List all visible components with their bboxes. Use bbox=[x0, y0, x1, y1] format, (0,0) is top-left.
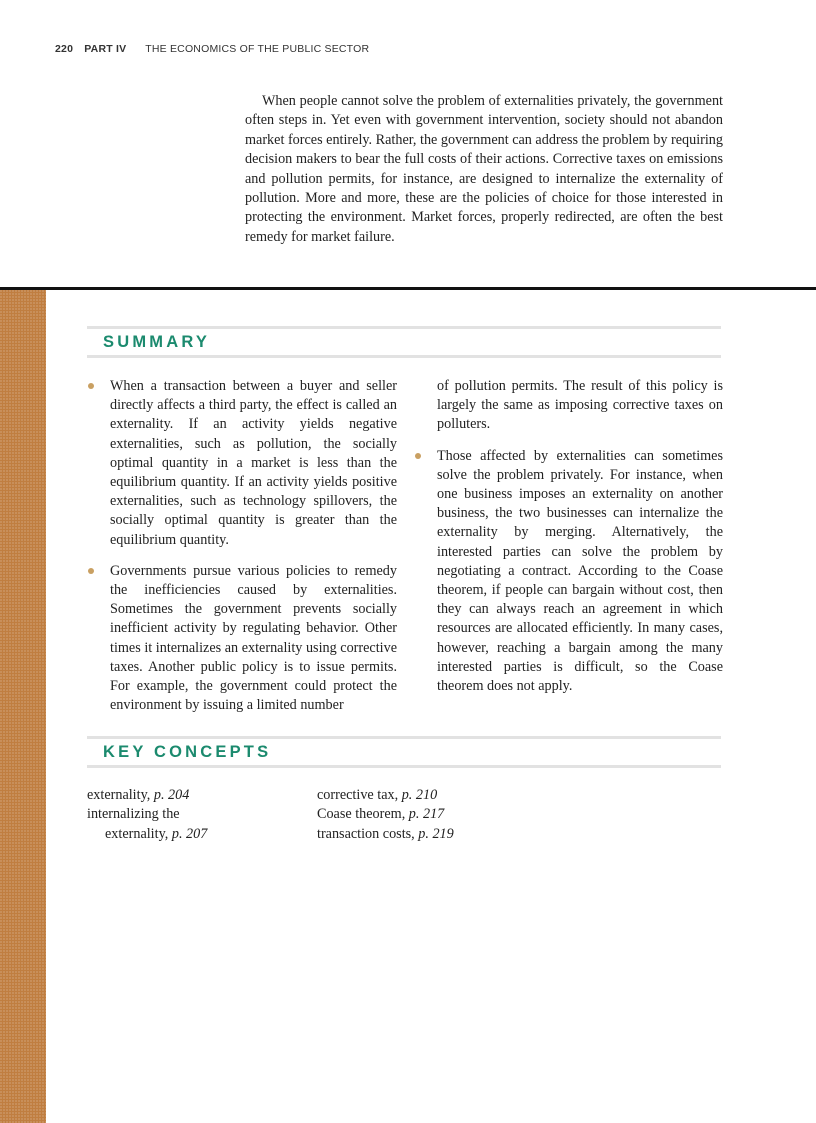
key-concept-page: p. 204 bbox=[153, 787, 190, 803]
key-concept-page: p. 217 bbox=[408, 806, 445, 823]
key-concept-page: p. 207 bbox=[171, 825, 208, 842]
key-concept-term: externality, bbox=[105, 825, 172, 842]
summary-bullet-item bbox=[414, 447, 723, 697]
summary-bullet-item bbox=[87, 562, 397, 716]
dotted-rule bbox=[87, 326, 721, 329]
bullet-icon bbox=[88, 383, 94, 389]
key-concept-page: p. 219 bbox=[418, 825, 454, 842]
key-concept-item bbox=[87, 786, 207, 805]
page-number: 220 bbox=[55, 43, 74, 55]
key-concept-term: externality, bbox=[87, 787, 154, 803]
running-head bbox=[55, 43, 369, 55]
key-concept-term: internalizing the bbox=[87, 806, 180, 823]
decorative-sidebar bbox=[0, 290, 46, 1123]
dotted-rule bbox=[87, 765, 721, 768]
part-label: PART IV bbox=[84, 43, 127, 55]
key-concept-term: corrective tax, bbox=[317, 787, 402, 803]
summary-bullet-text: Governments pursue various policies to remedy the inefficiencies caused by externalities. Sometimes the government prevents socially inefficient activity by regulating behavior. Other times it internalizes an externality using corrective taxes. Another public policy is to issue permits. For example, the government could protect the environment by issuing a limited number bbox=[110, 562, 397, 714]
summary-bullet-item bbox=[87, 377, 397, 550]
key-concept-page: p. 210 bbox=[401, 787, 438, 803]
key-concept-item bbox=[317, 825, 454, 844]
bullet-icon bbox=[415, 453, 421, 459]
key-concept-term: Coase theorem, bbox=[317, 806, 409, 823]
dotted-rule bbox=[87, 736, 721, 739]
summary-left-column bbox=[87, 377, 397, 727]
key-concept-item bbox=[87, 825, 207, 844]
key-concept-term: transaction costs, bbox=[317, 825, 419, 842]
intro-paragraph: When people cannot solve the problem of externalities privately, the government often steps in. Yet even with government intervention, society should not abandon market forces entirely. Rather, the government can address the problem by requiring decision makers to bear the full costs of their actions. Corrective taxes on emissions and pollution permits, for instance, are designed to internalize the externality of pollution. More and more, these are the policies of choice for those interested in protecting the environment. Market forces, properly redirected, are often the best remedy for market failure. bbox=[245, 93, 723, 245]
key-concepts-heading: KEY CONCEPTS bbox=[103, 743, 272, 761]
summary-continuation: of pollution permits. The result of this policy is largely the same as imposing corrective taxes on polluters. bbox=[437, 378, 723, 433]
key-concepts-header bbox=[87, 736, 721, 768]
summary-header bbox=[87, 326, 721, 358]
chapter-title: THE ECONOMICS OF THE PUBLIC SECTOR bbox=[145, 43, 370, 55]
key-concept-item bbox=[317, 786, 454, 805]
key-concepts-column-1 bbox=[87, 786, 207, 844]
key-concept-item bbox=[87, 805, 207, 824]
summary-bullet-text: Those affected by externalities can sometimes solve the problem privately. For instance, when one business imposes an externality on another business, the two businesses can internalize the externality by merging. Alternatively, the interested parties can solve the problem by negotiating a contract. According to the Coase theorem, if people can bargain without cost, then they can always reach an agreement in which resources are allocated efficiently. In many cases, however, reaching a bargain among the many interested parties is difficult, so the Coase theorem does not apply. bbox=[437, 447, 723, 695]
summary-heading: SUMMARY bbox=[103, 333, 211, 351]
bullet-icon bbox=[88, 568, 94, 574]
key-concept-item bbox=[317, 805, 454, 824]
summary-bullet-text: When a transaction between a buyer and seller directly affects a third party, the effect is called an externality. If an activity yields negative externalities, such as pollution, the socially optimal quantity in a market is less than the equilibrium quantity. If an activity yields positive externalities, such as technology spillovers, the socially optimal quantity is greater than the equilibrium quantity. bbox=[110, 378, 397, 548]
section-divider bbox=[0, 287, 816, 290]
key-concepts-column-2 bbox=[317, 786, 454, 844]
summary-right-column bbox=[414, 377, 723, 708]
dotted-rule bbox=[87, 355, 721, 358]
